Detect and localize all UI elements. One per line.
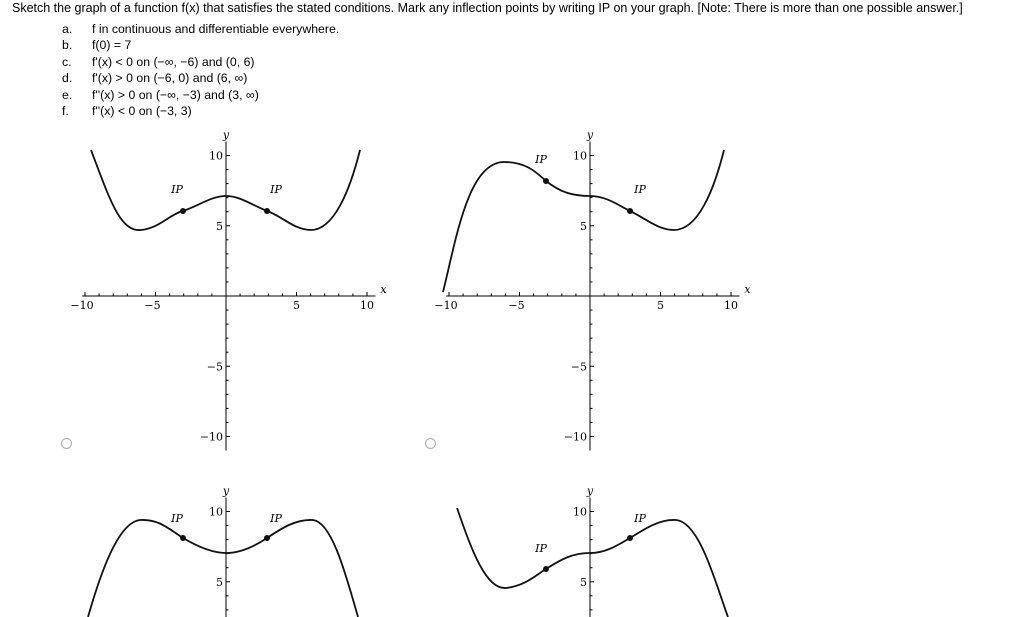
y-axis-label: y [586, 484, 594, 498]
inflection-point [180, 535, 186, 541]
x-tick-label: 10 [724, 299, 738, 312]
y-tick-label: 10 [209, 505, 223, 519]
inflection-point [627, 208, 633, 214]
graph-option-a [70, 128, 387, 450]
graph-option-d [434, 484, 751, 617]
x-tick-label: 5 [293, 299, 300, 312]
y-tick-label: −10 [199, 430, 223, 444]
condition-text: f(0) = 7 [92, 38, 132, 52]
x-tick-label: −5 [508, 299, 525, 312]
y-tick-label: −5 [206, 360, 223, 374]
y-axis-label: y [222, 484, 230, 498]
inflection-point [543, 566, 549, 572]
y-tick-label: −10 [563, 430, 587, 444]
condition-letter: c. [62, 55, 72, 69]
y-tick-label: 10 [573, 505, 587, 519]
y-tick-label: 5 [580, 219, 587, 233]
x-axis-label: x [744, 283, 751, 296]
ip-label: IP [171, 512, 183, 525]
graph-option-c [70, 484, 387, 617]
ip-label: IP [535, 542, 547, 555]
inflection-point [180, 208, 186, 214]
graph-option-b [434, 128, 751, 450]
condition-text: f'(x) < 0 on (−∞, −6) and (0, 6) [92, 55, 255, 69]
condition-text: f in continuous and differentiable everywhere. [92, 22, 340, 36]
condition-letter: e. [62, 88, 73, 102]
function-curve [457, 505, 728, 617]
ip-label: IP [535, 153, 547, 166]
y-axis-label: y [222, 128, 230, 142]
y-tick-label: 5 [580, 575, 587, 589]
condition-text: f'(x) > 0 on (−6, 0) and (6, ∞) [92, 71, 248, 85]
x-tick-label: 5 [657, 299, 664, 312]
inflection-point [543, 178, 549, 184]
ip-label: IP [270, 512, 282, 525]
x-axis-label: x [380, 283, 387, 296]
inflection-point [264, 208, 270, 214]
y-tick-label: 5 [216, 575, 223, 589]
inflection-point [264, 535, 270, 541]
condition-text: f''(x) < 0 on (−3, 3) [92, 104, 192, 118]
ip-label: IP [634, 183, 646, 196]
inflection-point [627, 535, 633, 541]
x-tick-label: −10 [434, 299, 458, 312]
y-axis-label: y [586, 128, 594, 142]
y-tick-label: −5 [570, 360, 587, 374]
x-tick-label: −5 [144, 299, 161, 312]
question-text: Sketch the graph of a function f(x) that satisfies the stated conditions. Mark any inflection points by writing IP on your graph. [Note: There is more than one possible answer.] [12, 1, 963, 15]
condition-letter: b. [62, 38, 73, 52]
x-tick-label: 10 [360, 299, 374, 312]
function-curve [88, 520, 358, 617]
condition-letter: d. [62, 71, 73, 85]
condition-letter: f. [62, 104, 69, 118]
ip-label: IP [634, 512, 646, 525]
ip-label: IP [270, 183, 282, 196]
condition-text: f''(x) > 0 on (−∞, −3) and (3, ∞) [92, 88, 259, 102]
y-tick-label: 10 [573, 149, 587, 163]
condition-letter: a. [62, 22, 73, 36]
y-tick-label: 5 [216, 219, 223, 233]
y-tick-label: 10 [209, 149, 223, 163]
ip-label: IP [171, 183, 183, 196]
x-tick-label: −10 [70, 299, 94, 312]
